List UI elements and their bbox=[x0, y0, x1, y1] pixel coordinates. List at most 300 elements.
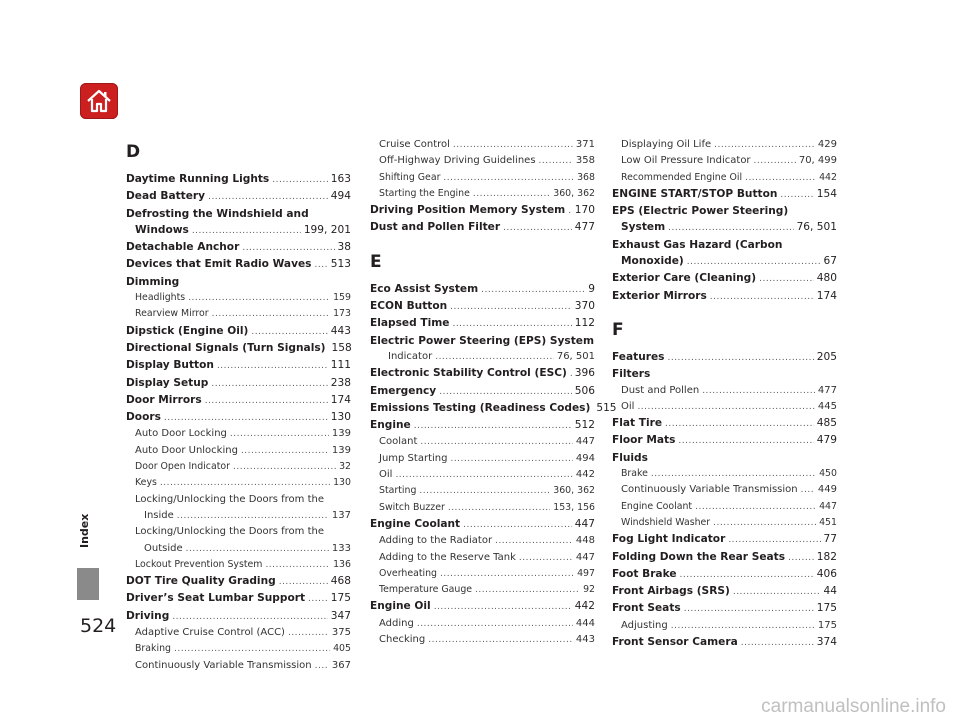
index-entry[interactable] bbox=[126, 357, 351, 374]
entry-page-ref[interactable]: 480 bbox=[816, 272, 837, 285]
entry-term: Dead Battery bbox=[126, 190, 206, 203]
index-entry[interactable] bbox=[370, 315, 595, 332]
index-heading: Filters bbox=[612, 368, 651, 381]
index-entry[interactable] bbox=[370, 349, 595, 365]
index-tab-marker bbox=[77, 568, 99, 600]
entry-term: Engine bbox=[370, 419, 411, 432]
entry-term: Adding bbox=[379, 617, 414, 629]
entry-page-ref[interactable]: 44 bbox=[823, 585, 837, 598]
entry-term: System bbox=[621, 221, 666, 234]
index-entry[interactable] bbox=[370, 219, 595, 236]
index-entry[interactable] bbox=[612, 482, 837, 498]
index-entry[interactable] bbox=[370, 451, 595, 467]
entry-term: Displaying Oil Life bbox=[621, 139, 712, 150]
entry-term: Inside bbox=[144, 509, 174, 521]
entry-page-ref[interactable]: 182 bbox=[816, 550, 837, 563]
dot-leader bbox=[754, 153, 796, 169]
entry-term: ENGINE START/STOP Button bbox=[612, 187, 778, 200]
index-entry[interactable] bbox=[126, 508, 351, 524]
index-entry[interactable] bbox=[370, 417, 595, 434]
watermark: carmanualsonline.info bbox=[761, 696, 946, 717]
entry-page-ref[interactable]: 67 bbox=[823, 255, 837, 268]
index-entry[interactable] bbox=[126, 459, 351, 475]
index-entry[interactable] bbox=[126, 188, 351, 205]
dot-leader bbox=[443, 170, 574, 186]
index-entry[interactable] bbox=[126, 608, 351, 625]
dot-leader bbox=[395, 467, 572, 483]
index-entry[interactable] bbox=[370, 202, 595, 219]
dot-leader bbox=[279, 573, 328, 590]
dot-leader bbox=[217, 357, 328, 374]
dot-leader bbox=[759, 270, 814, 287]
index-entry[interactable] bbox=[612, 634, 837, 651]
index-entry[interactable] bbox=[126, 306, 351, 322]
entry-page-ref[interactable]: 512 bbox=[574, 419, 595, 432]
entry-term: Braking bbox=[135, 643, 171, 655]
index-entry[interactable] bbox=[370, 186, 595, 202]
dot-leader bbox=[695, 499, 816, 515]
entry-page-ref[interactable]: 374 bbox=[816, 636, 837, 649]
entry-term: Dust and Pollen bbox=[621, 384, 700, 396]
index-entry[interactable] bbox=[126, 625, 351, 641]
entry-term: Engine Coolant bbox=[621, 500, 693, 512]
index-entry[interactable] bbox=[370, 467, 595, 483]
dot-leader bbox=[272, 171, 328, 188]
entry-page-ref[interactable]: 174 bbox=[330, 393, 351, 406]
index-entry[interactable] bbox=[370, 566, 595, 582]
entry-term: Engine Coolant bbox=[370, 517, 461, 530]
index-entry[interactable] bbox=[612, 383, 837, 399]
entry-term: Switch Buzzer bbox=[379, 501, 445, 513]
entry-page-ref[interactable]: 238 bbox=[330, 376, 351, 389]
entry-page-ref[interactable]: 153, 156 bbox=[553, 501, 595, 513]
entry-page-ref[interactable]: 497 bbox=[577, 567, 595, 579]
entry-term: Daytime Running Lights bbox=[126, 173, 270, 185]
index-heading: Defrosting the Windshield and bbox=[126, 207, 309, 220]
dot-leader bbox=[414, 417, 572, 434]
entry-page-ref[interactable]: 405 bbox=[333, 643, 351, 655]
dot-leader bbox=[450, 298, 572, 315]
dot-leader bbox=[671, 618, 815, 634]
dot-leader bbox=[315, 658, 329, 674]
entry-page-ref[interactable]: 445 bbox=[817, 400, 837, 412]
entry-term: Electronic Stability Control (ESC) bbox=[370, 367, 567, 380]
entry-term: Monoxide) bbox=[621, 255, 684, 268]
entry-term: Brake bbox=[621, 468, 648, 480]
entry-term: Door Open Indicator bbox=[135, 461, 230, 473]
page-number: 524 bbox=[80, 615, 117, 637]
entry-term: Adjusting bbox=[621, 619, 668, 631]
entry-term: Oil bbox=[379, 469, 393, 481]
index-heading: Exhaust Gas Hazard (Carbon bbox=[612, 238, 783, 251]
index-entry[interactable] bbox=[612, 432, 837, 449]
index-entry[interactable] bbox=[370, 170, 595, 186]
entry-term: Front Seats bbox=[612, 602, 681, 615]
dot-leader bbox=[233, 459, 336, 475]
entry-page-ref[interactable]: 347 bbox=[330, 609, 351, 622]
entry-term: Oil bbox=[621, 400, 635, 412]
dot-leader bbox=[801, 482, 815, 498]
entry-page-ref[interactable]: 477 bbox=[574, 221, 595, 234]
index-entry[interactable] bbox=[370, 616, 595, 632]
entry-page-ref[interactable]: 442 bbox=[575, 469, 595, 481]
entry-term: Exterior Care (Cleaning) bbox=[612, 272, 757, 285]
entry-term: Fog Light Indicator bbox=[612, 533, 726, 546]
dot-leader bbox=[475, 582, 580, 598]
index-entry[interactable] bbox=[612, 399, 837, 415]
entry-term: Detachable Anchor bbox=[126, 241, 240, 254]
dot-leader bbox=[741, 634, 814, 651]
section-letter: D bbox=[126, 142, 141, 162]
entry-page-ref[interactable]: 76, 501 bbox=[556, 350, 595, 362]
entry-page-ref[interactable]: 447 bbox=[819, 500, 837, 512]
index-entry[interactable] bbox=[370, 137, 595, 153]
entry-page-ref[interactable]: 199, 201 bbox=[303, 223, 351, 236]
home-icon bbox=[85, 87, 113, 115]
index-entry[interactable] bbox=[370, 500, 595, 516]
entry-page-ref[interactable]: 159 bbox=[333, 292, 351, 304]
index-entry[interactable] bbox=[126, 590, 351, 607]
entry-term: Recommended Engine Oil bbox=[621, 171, 743, 183]
index-entry[interactable] bbox=[370, 383, 595, 400]
entry-page-ref[interactable]: 175 bbox=[330, 592, 351, 605]
entry-page-ref[interactable]: 32 bbox=[339, 461, 351, 473]
entry-page-ref[interactable]: 444 bbox=[575, 617, 595, 629]
dot-leader bbox=[265, 557, 330, 573]
index-entry[interactable] bbox=[126, 290, 351, 306]
entry-term: Starting the Engine bbox=[379, 187, 470, 199]
index-entry[interactable] bbox=[612, 186, 837, 203]
entry-term: Keys bbox=[135, 477, 157, 489]
dot-leader bbox=[678, 432, 813, 449]
entry-page-ref[interactable]: 158 bbox=[331, 341, 352, 354]
dot-leader bbox=[684, 600, 814, 617]
dot-leader bbox=[733, 583, 821, 600]
section-letter: F bbox=[612, 319, 624, 340]
entry-page-ref[interactable]: 370 bbox=[574, 300, 595, 313]
entry-term: Outside bbox=[144, 542, 183, 554]
entry-page-ref[interactable]: 451 bbox=[819, 516, 837, 528]
entry-term: Emissions Testing (Readiness Codes) bbox=[370, 401, 591, 414]
index-entry[interactable] bbox=[612, 153, 837, 169]
index-entry[interactable] bbox=[370, 281, 595, 298]
entry-term: Auto Door Unlocking bbox=[135, 444, 238, 456]
entry-page-ref[interactable]: 442 bbox=[819, 171, 837, 183]
entry-page-ref[interactable]: 76, 501 bbox=[796, 221, 837, 234]
dot-leader bbox=[428, 632, 573, 648]
entry-page-ref[interactable]: 173 bbox=[333, 308, 351, 320]
entry-term: Shifting Gear bbox=[379, 171, 441, 183]
entry-page-ref[interactable]: 429 bbox=[817, 139, 837, 150]
entry-term: Folding Down the Rear Seats bbox=[612, 550, 786, 563]
dot-leader bbox=[668, 219, 793, 236]
index-entry[interactable] bbox=[612, 499, 837, 515]
entry-page-ref[interactable]: 9 bbox=[588, 282, 595, 295]
dot-leader bbox=[453, 137, 573, 153]
index-entry[interactable] bbox=[126, 557, 351, 573]
entry-term: Low Oil Pressure Indicator bbox=[621, 155, 751, 167]
index-entry[interactable] bbox=[126, 641, 351, 657]
entry-term: Display Button bbox=[126, 359, 214, 372]
dot-leader bbox=[160, 475, 330, 491]
dot-leader bbox=[780, 186, 813, 203]
dot-leader bbox=[242, 239, 334, 256]
dot-leader bbox=[568, 202, 572, 219]
entry-term: Adding to the Reserve Tank bbox=[379, 551, 516, 563]
entry-term: Directional Signals (Turn Signals) bbox=[126, 341, 326, 354]
index-entry[interactable] bbox=[370, 400, 617, 417]
entry-page-ref[interactable]: 447 bbox=[574, 517, 595, 530]
entry-term: Lockout Prevention System bbox=[135, 558, 263, 570]
entry-page-ref[interactable]: 506 bbox=[574, 384, 595, 397]
index-entry[interactable] bbox=[370, 550, 595, 566]
entry-term: Adaptive Cruise Control (ACC) bbox=[135, 627, 285, 639]
dot-leader bbox=[539, 153, 573, 169]
entry-term: Door Mirrors bbox=[126, 393, 202, 406]
index-entry[interactable] bbox=[126, 256, 351, 273]
index-entry[interactable] bbox=[126, 658, 351, 674]
entry-page-ref[interactable]: 515 bbox=[596, 401, 617, 414]
index-entry[interactable] bbox=[370, 632, 595, 648]
index-entry[interactable] bbox=[612, 583, 837, 600]
section-letter: E bbox=[370, 251, 382, 272]
dot-leader bbox=[463, 516, 572, 533]
entry-term: Features bbox=[612, 350, 665, 363]
dot-leader bbox=[434, 598, 572, 615]
entry-page-ref[interactable]: 494 bbox=[330, 190, 351, 203]
index-entry[interactable] bbox=[126, 222, 351, 239]
index-heading: Locking/Unlocking the Doors from the bbox=[135, 526, 325, 538]
index-column-1 bbox=[126, 137, 351, 674]
entry-term: Display Setup bbox=[126, 376, 209, 389]
entry-page-ref[interactable]: 442 bbox=[574, 600, 595, 613]
entry-page-ref[interactable]: 136 bbox=[333, 558, 351, 570]
entry-page-ref[interactable]: 443 bbox=[575, 634, 595, 646]
dot-leader bbox=[435, 349, 554, 365]
entry-term: Cruise Control bbox=[379, 139, 450, 150]
entry-page-ref[interactable]: 485 bbox=[816, 417, 837, 430]
index-entry[interactable] bbox=[612, 566, 837, 583]
dot-leader bbox=[728, 531, 820, 548]
index-entry[interactable] bbox=[126, 239, 351, 256]
entry-page-ref[interactable]: 175 bbox=[817, 619, 837, 631]
index-entry[interactable] bbox=[612, 349, 837, 366]
index-entry[interactable] bbox=[126, 323, 351, 340]
dot-leader bbox=[192, 222, 301, 239]
entry-page-ref[interactable]: 443 bbox=[330, 324, 351, 337]
dot-leader bbox=[241, 443, 329, 459]
dot-leader bbox=[314, 256, 327, 273]
index-entry[interactable] bbox=[612, 466, 837, 482]
entry-term: Elapsed Time bbox=[370, 317, 450, 330]
entry-page-ref[interactable]: 368 bbox=[577, 171, 595, 183]
entry-page-ref[interactable]: 360, 362 bbox=[553, 187, 595, 199]
dot-leader bbox=[420, 434, 573, 450]
dot-leader bbox=[251, 323, 327, 340]
index-heading: EPS (Electric Power Steering) bbox=[612, 205, 789, 218]
index-entry[interactable] bbox=[126, 392, 351, 409]
entry-term: Engine Oil bbox=[370, 600, 431, 613]
dot-leader bbox=[208, 188, 328, 205]
entry-page-ref[interactable]: 205 bbox=[816, 350, 837, 363]
entry-term: Doors bbox=[126, 411, 161, 424]
dot-leader bbox=[172, 608, 327, 625]
index-entry[interactable] bbox=[370, 516, 595, 533]
entry-term: Dust and Pollen Filter bbox=[370, 221, 501, 234]
entry-page-ref[interactable]: 450 bbox=[819, 468, 837, 480]
entry-page-ref[interactable]: 111 bbox=[330, 359, 351, 372]
dot-leader bbox=[211, 375, 327, 392]
index-entry[interactable] bbox=[370, 153, 595, 169]
dot-leader bbox=[680, 566, 814, 583]
entry-term: Headlights bbox=[135, 292, 186, 304]
entry-page-ref[interactable]: 133 bbox=[331, 542, 351, 554]
index-entry[interactable] bbox=[612, 415, 837, 432]
index-entry[interactable] bbox=[370, 582, 595, 598]
entry-page-ref[interactable]: 360, 362 bbox=[553, 485, 595, 497]
entry-term: Jump Starting bbox=[379, 452, 448, 464]
entry-page-ref[interactable]: 139 bbox=[331, 428, 351, 440]
entry-term: Emergency bbox=[370, 384, 437, 397]
index-entry[interactable] bbox=[612, 137, 837, 153]
dot-leader bbox=[439, 383, 572, 400]
entry-page-ref[interactable]: 154 bbox=[816, 187, 837, 200]
entry-page-ref[interactable]: 468 bbox=[330, 575, 351, 588]
index-entry[interactable] bbox=[126, 426, 351, 442]
index-entry[interactable] bbox=[126, 475, 351, 491]
entry-term: Foot Brake bbox=[612, 567, 677, 580]
entry-page-ref[interactable]: 163 bbox=[330, 173, 351, 185]
entry-page-ref[interactable]: 406 bbox=[816, 567, 837, 580]
entry-page-ref[interactable]: 170 bbox=[574, 204, 595, 217]
entry-page-ref[interactable]: 112 bbox=[574, 317, 595, 330]
index-entry[interactable] bbox=[370, 365, 595, 382]
index-entry[interactable] bbox=[612, 600, 837, 617]
entry-page-ref[interactable]: 396 bbox=[574, 367, 595, 380]
entry-page-ref[interactable]: 358 bbox=[575, 155, 595, 167]
dot-leader bbox=[710, 288, 814, 305]
dot-leader bbox=[188, 290, 330, 306]
entry-term: Adding to the Radiator bbox=[379, 535, 493, 547]
dot-leader bbox=[702, 383, 815, 399]
dot-leader bbox=[503, 219, 572, 236]
index-entry[interactable] bbox=[126, 375, 351, 392]
entry-page-ref[interactable]: 371 bbox=[575, 139, 595, 150]
dot-leader bbox=[788, 549, 814, 566]
entry-page-ref[interactable]: 479 bbox=[816, 434, 837, 447]
entry-term: DOT Tire Quality Grading bbox=[126, 575, 276, 588]
entry-page-ref[interactable]: 494 bbox=[575, 452, 595, 464]
entry-page-ref[interactable]: 477 bbox=[817, 384, 837, 396]
index-entry[interactable] bbox=[126, 443, 351, 459]
entry-term: Driving Position Memory System bbox=[370, 204, 566, 217]
entry-term: Starting bbox=[379, 485, 417, 497]
index-entry[interactable] bbox=[612, 531, 837, 548]
index-heading: Locking/Unlocking the Doors from the bbox=[135, 493, 325, 505]
dot-leader bbox=[448, 500, 550, 516]
dot-leader bbox=[308, 590, 328, 607]
entry-page-ref[interactable]: 130 bbox=[330, 411, 351, 424]
entry-page-ref[interactable]: 137 bbox=[331, 509, 351, 521]
entry-term: Driver’s Seat Lumbar Support bbox=[126, 592, 306, 605]
index-entry[interactable] bbox=[370, 483, 595, 499]
dot-leader bbox=[419, 483, 550, 499]
entry-term: Devices that Emit Radio Waves bbox=[126, 258, 312, 271]
entry-page-ref[interactable]: 77 bbox=[823, 533, 837, 546]
index-entry[interactable] bbox=[612, 270, 837, 287]
entry-page-ref[interactable]: 449 bbox=[817, 484, 837, 496]
entry-term: Driving bbox=[126, 609, 170, 622]
index-entry[interactable] bbox=[612, 618, 837, 634]
dot-leader bbox=[186, 541, 329, 557]
dot-leader bbox=[288, 625, 329, 641]
dot-leader bbox=[164, 409, 328, 426]
entry-page-ref[interactable]: 447 bbox=[575, 551, 595, 563]
index-entry[interactable] bbox=[612, 549, 837, 566]
entry-page-ref[interactable]: 447 bbox=[575, 436, 595, 448]
entry-page-ref[interactable]: 367 bbox=[331, 659, 351, 671]
dot-leader bbox=[570, 365, 572, 382]
entry-page-ref[interactable]: 174 bbox=[816, 289, 837, 302]
index-entry[interactable] bbox=[126, 340, 351, 357]
home-button[interactable] bbox=[80, 83, 118, 119]
index-entry[interactable] bbox=[126, 409, 351, 426]
entry-term: Front Sensor Camera bbox=[612, 636, 738, 649]
entry-page-ref[interactable]: 92 bbox=[583, 584, 595, 596]
entry-page-ref[interactable]: 448 bbox=[575, 535, 595, 547]
dot-leader bbox=[174, 641, 330, 657]
entry-page-ref[interactable]: 375 bbox=[331, 627, 351, 639]
entry-page-ref[interactable]: 513 bbox=[330, 258, 351, 271]
index-entry[interactable] bbox=[370, 434, 595, 450]
entry-term: Indicator bbox=[388, 350, 433, 362]
entry-page-ref[interactable]: 130 bbox=[333, 477, 351, 489]
dot-leader bbox=[714, 137, 815, 153]
index-entry[interactable] bbox=[612, 288, 837, 305]
index-column-3 bbox=[612, 137, 837, 651]
entry-term: Checking bbox=[379, 634, 426, 646]
index-entry[interactable] bbox=[370, 598, 595, 615]
dot-leader bbox=[667, 349, 813, 366]
entry-term: Eco Assist System bbox=[370, 282, 479, 295]
entry-page-ref[interactable]: 70, 499 bbox=[798, 155, 837, 167]
index-entry[interactable] bbox=[126, 541, 351, 557]
entry-term: ECON Button bbox=[370, 300, 448, 313]
entry-term: Flat Tire bbox=[612, 417, 663, 430]
dot-leader bbox=[450, 451, 572, 467]
entry-term: Front Airbags (SRS) bbox=[612, 585, 730, 598]
index-entry[interactable] bbox=[126, 573, 351, 590]
index-entry[interactable] bbox=[612, 170, 837, 186]
index-entry[interactable] bbox=[370, 533, 595, 549]
index-entry[interactable] bbox=[126, 171, 351, 188]
index-column-2 bbox=[370, 137, 617, 648]
index-entry[interactable] bbox=[612, 219, 837, 236]
dot-leader bbox=[745, 170, 816, 186]
index-tab-label[interactable]: Index bbox=[78, 513, 91, 549]
index-heading: Fluids bbox=[612, 451, 648, 464]
index-entry[interactable] bbox=[612, 515, 837, 531]
dot-leader bbox=[417, 616, 573, 632]
entry-term: Coolant bbox=[379, 436, 418, 448]
index-entry[interactable] bbox=[370, 298, 595, 315]
entry-page-ref[interactable]: 175 bbox=[816, 602, 837, 615]
entry-page-ref[interactable]: 38 bbox=[337, 241, 351, 254]
entry-term: Overheating bbox=[379, 567, 438, 579]
entry-page-ref[interactable]: 139 bbox=[331, 444, 351, 456]
entry-term: Off-Highway Driving Guidelines bbox=[379, 155, 536, 167]
index-entry[interactable] bbox=[612, 253, 837, 270]
